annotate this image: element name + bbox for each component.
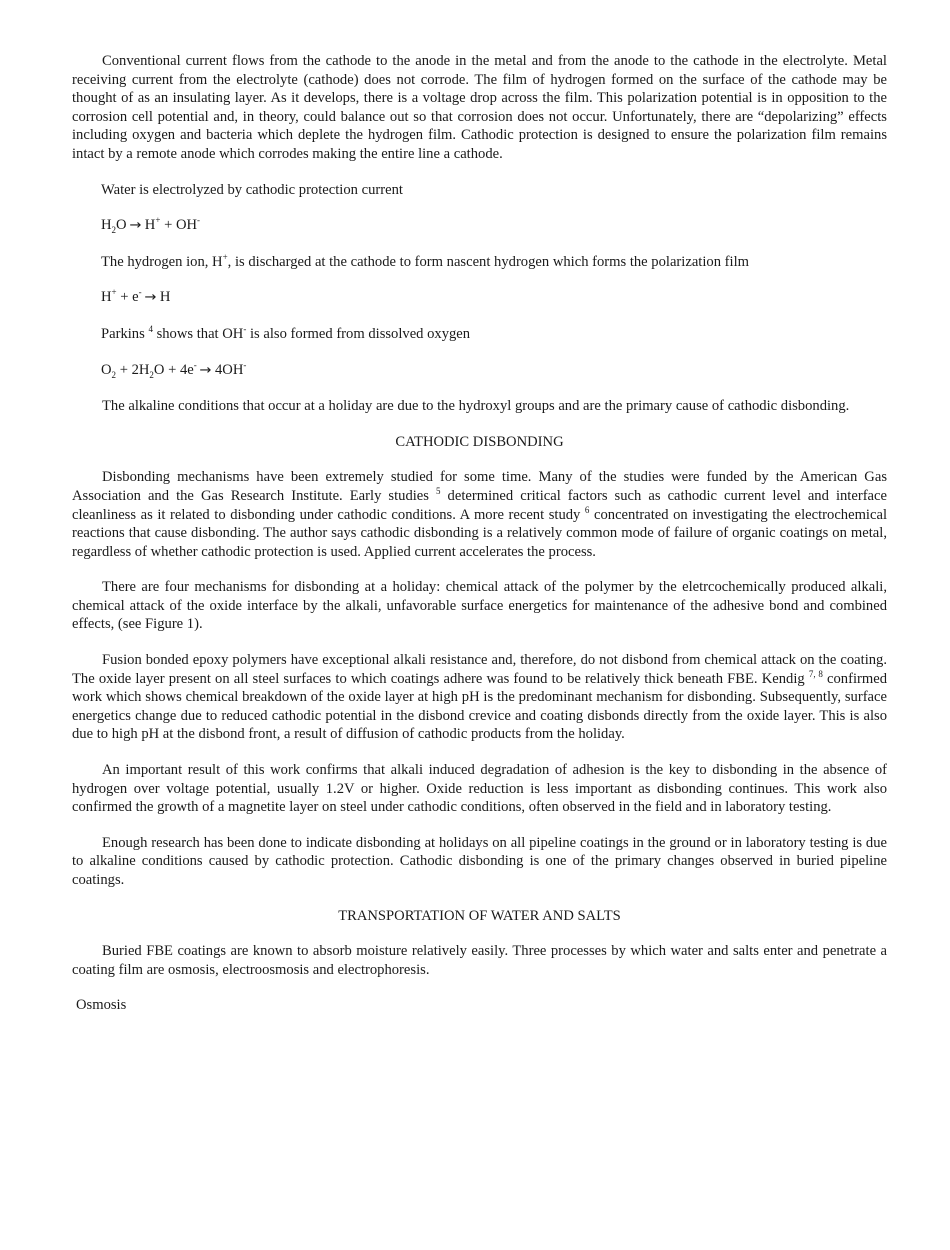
section-heading-transportation: TRANSPORTATION OF WATER AND SALTS [338,907,621,924]
section-heading-cathodic-disbonding: CATHODIC DISBONDING [395,433,564,450]
paragraph-alkaline-conditions: The alkaline conditions that occur at a holiday are due to the hydroxyl groups and are the primary cause of cathodic disbonding. [102,398,850,415]
paragraph-four-mechanisms: There are four mechanisms for disbonding at a holiday: chemical attack of the polymer by the eletrcochemically produced alkali, chemical attack of the oxide interface by the alkali, unfavorable surface energetics for maintenance of the adhesive bond and combined effects, (see Figure 1). [72,579,887,633]
arrow-icon: → [129,218,142,234]
subheading-osmosis: Osmosis [76,997,127,1014]
paragraph-hydrogen-ion: The hydrogen ion, H+, is discharged at the cathode to form nascent hydrogen which forms the polarization film [101,251,749,270]
paragraph-conventional-current: Conventional current flows from the cathode to the anode in the metal and from the anode to the cathode in the electrolyte. Metal receiving current from the electrolyte (cathode) does not corrode. The film of hydrogen formed on the surface of the cathode may be thought of as an insulating layer. As it develops, there is a voltage drop across the film. This polarization potential is in opposition to the corrosion cell potential and, in theory, could balance out so that corrosion does not occur. Unfortunately, there are “depolarizing” effects including oxygen and bacteria which deplete the hydrogen film. Cathodic protection is designed to ensure the polarization film remains intact by a remote anode which corrodes making the entire line a cathode. [72,53,887,162]
document-page [72,52,887,1015]
paragraph-fusion-bonded-epoxy: Fusion bonded epoxy polymers have exceptional alkali resistance and, therefore, do not disbond from chemical attack on the coating. The oxide layer present on all steel surfaces to which coatings adhere was found to be relatively thick beneath FBE. Kendig $^{7, 8}$ confirmed work which shows chemical breakdown of the oxide layer at high pH is the predominant mechanism for disbonding. Subsequently, surface energetics change due to reduced cathodic potential in the disbond crevice and coating disbonds directly from the oxide layer. This is also due to high pH at the disbond front, a result of diffusion of cathodic products from the holiday. [72,652,888,743]
equation-hydrogen-reduction: H+ + e- → H [72,288,887,308]
paragraph-important-result: An important result of this work confirms that alkali induced degradation of adhesion is the key to disbonding in the absence of hydrogen over voltage potential, usually 1.2V or higher. Oxide reduction is less important as disbonding continues. This work also confirmed the growth of a magnetite layer on steel under cathodic conditions, often observed in the field and in laboratory testing. [72,762,887,816]
citation-5: 5 [436,486,441,497]
citation-4: 4 [148,324,153,335]
equation-oxygen-reduction: $O_2 + 2H_2O + 4e^- \to 4OH^-$ [101,359,247,380]
citation-7-8: 7, 8 [808,668,823,679]
citation-6: 6 [584,504,590,515]
equation-water-dissociation: $H_2O \to H^+ + OH^-$ [101,215,201,236]
paragraph-enough-research: Enough research has been done to indicate disbonding at holidays on all pipeline coatings in the ground or in laboratory testing is due to alkaline conditions caused by cathodic protection. Cathodic disbonding is one of the primary changes observed in buried pipeline coatings. [72,834,887,888]
paragraph-water-electrolyzed: Water is electrolyzed by cathodic protection current [101,181,403,198]
paragraph-disbonding-mechanisms: Disbonding mechanisms have been extremely studied for some time. Many of the studies were funded by the American Gas Association and the Gas Research Institute. Early studies $^5$ determined critical factors such as cathodic current level and interface cleanliness as it related to disbonding under cathodic conditions. A more recent study $^6$ concentrated on investigating the electrochemical reactions that cause disbonding. The author says cathodic disbonding is a relatively common mode of failure of organic coatings on metal, regardless of whether cathodic protection is used. Applied current accelerates the process. [72,469,887,560]
paragraph-parkins: Parkins $^4$ shows that OH- is also formed from dissolved oxygen [101,324,471,342]
arrow-icon: → [199,362,212,378]
paragraph-buried-fbe: Buried FBE coatings are known to absorb moisture relatively easily. Three processes by which water and salts enter and penetrate a coating film are osmosis, electroosmosis and electrophoresis. [72,943,887,978]
arrow-icon: → [144,290,157,306]
